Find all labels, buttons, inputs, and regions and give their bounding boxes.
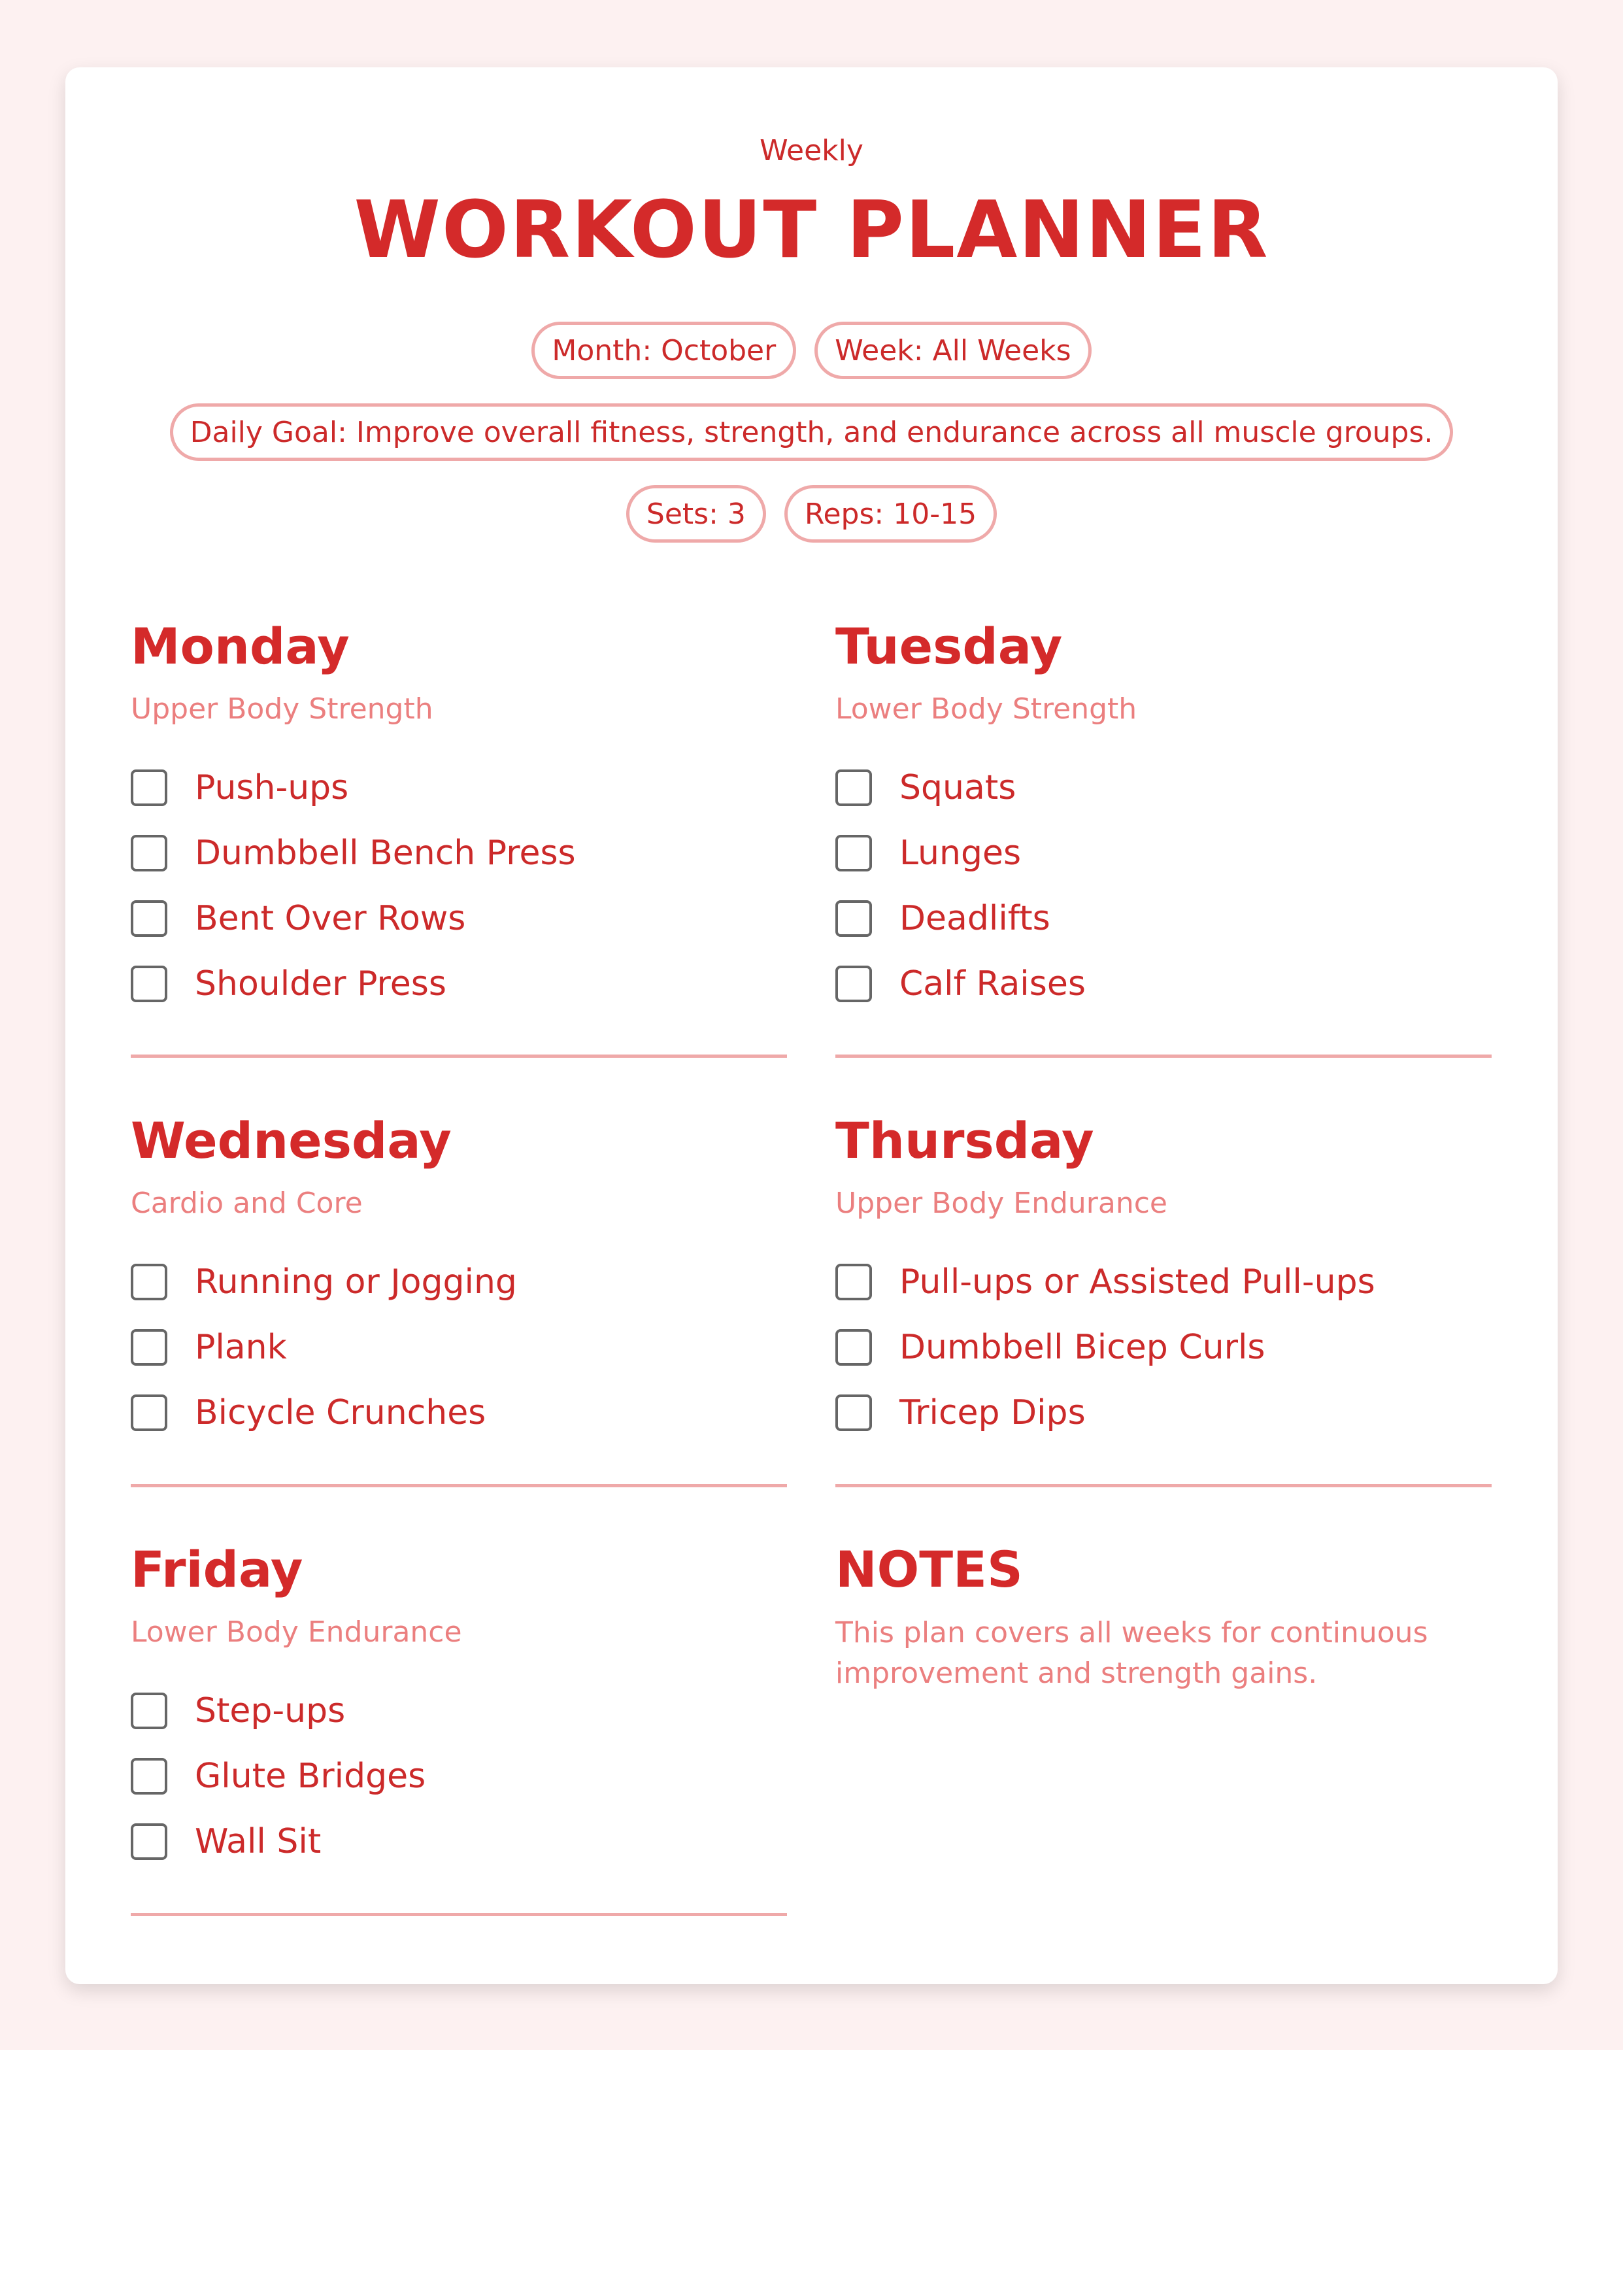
exercise-item (835, 886, 1492, 951)
exercise-label: Bicycle Crunches (195, 1393, 486, 1432)
month-pill: Month: October (531, 322, 796, 379)
exercise-list (131, 755, 787, 1017)
exercise-checkbox[interactable] (835, 1329, 872, 1366)
section-divider (835, 1055, 1492, 1058)
exercise-item (131, 1380, 787, 1445)
exercise-checkbox[interactable] (835, 966, 872, 1002)
exercise-label: Squats (899, 768, 1016, 807)
exercise-label: Dumbbell Bench Press (195, 834, 576, 873)
day-section-friday (131, 1540, 787, 1874)
exercise-label: Step-ups (195, 1691, 346, 1730)
exercise-item (131, 951, 787, 1017)
section-divider (131, 1484, 787, 1487)
exercise-checkbox[interactable] (131, 835, 167, 871)
notes-section (835, 1540, 1492, 1694)
exercise-checkbox[interactable] (835, 835, 872, 871)
day-focus: Upper Body Endurance (835, 1187, 1167, 1220)
exercise-item (131, 886, 787, 951)
exercise-checkbox[interactable] (131, 1693, 167, 1729)
pill-row-goal (65, 403, 1558, 461)
exercise-label: Lunges (899, 834, 1022, 873)
exercise-label: Calf Raises (899, 964, 1086, 1004)
planner-subtitle: Weekly (760, 134, 863, 167)
reps-pill: Reps: 10-15 (784, 485, 997, 543)
exercise-item (835, 755, 1492, 820)
day-section-tuesday (835, 617, 1492, 1017)
exercise-item (131, 755, 787, 820)
exercise-item (131, 1678, 787, 1744)
day-focus: Upper Body Strength (131, 692, 433, 726)
exercise-list (131, 1678, 787, 1874)
exercise-item (131, 820, 787, 886)
exercise-item (131, 1315, 787, 1380)
exercise-label: Wall Sit (195, 1822, 322, 1861)
exercise-label: Shoulder Press (195, 964, 446, 1004)
exercise-checkbox[interactable] (131, 966, 167, 1002)
day-title: Friday (131, 1540, 303, 1598)
sets-pill: Sets: 3 (626, 485, 766, 543)
week-pill: Week: All Weeks (814, 322, 1091, 379)
exercise-label: Dumbbell Bicep Curls (899, 1328, 1265, 1367)
exercise-checkbox[interactable] (835, 1394, 872, 1431)
exercise-checkbox[interactable] (131, 1264, 167, 1300)
exercise-item (131, 1249, 787, 1315)
notes-text: This plan covers all weeks for continuous improvement and strength gains. (835, 1616, 1428, 1690)
exercise-label: Bent Over Rows (195, 899, 466, 938)
exercise-item (835, 1380, 1492, 1445)
exercise-item (131, 1744, 787, 1809)
exercise-checkbox[interactable] (131, 1394, 167, 1431)
exercise-label: Running or Jogging (195, 1262, 517, 1302)
day-focus: Lower Body Endurance (131, 1615, 462, 1649)
exercise-label: Glute Bridges (195, 1757, 426, 1796)
exercise-checkbox[interactable] (131, 1758, 167, 1795)
day-title: Thursday (835, 1111, 1094, 1170)
exercise-checkbox[interactable] (131, 1823, 167, 1860)
daily-goal-pill: Daily Goal: Improve overall fitness, strength, and endurance across all muscle groups. (170, 403, 1454, 461)
exercise-checkbox[interactable] (835, 769, 872, 806)
planner-title: WORKOUT PLANNER (354, 185, 1269, 276)
exercise-list (835, 755, 1492, 1017)
exercise-label: Pull-ups or Assisted Pull-ups (899, 1262, 1375, 1302)
day-focus: Lower Body Strength (835, 692, 1137, 726)
day-section-monday (131, 617, 787, 1017)
exercise-label: Plank (195, 1328, 287, 1367)
exercise-checkbox[interactable] (835, 900, 872, 937)
exercise-item (835, 951, 1492, 1017)
planner-card (65, 67, 1558, 1984)
section-divider (131, 1055, 787, 1058)
exercise-label: Tricep Dips (899, 1393, 1086, 1432)
pill-row-volume (65, 485, 1558, 543)
day-title: Monday (131, 617, 350, 675)
pill-row-period (65, 322, 1558, 379)
notes-title: NOTES (835, 1540, 1023, 1598)
exercise-item (131, 1809, 787, 1874)
section-divider (131, 1913, 787, 1916)
exercise-checkbox[interactable] (131, 769, 167, 806)
exercise-label: Push-ups (195, 768, 349, 807)
exercise-item (835, 1249, 1492, 1315)
day-focus: Cardio and Core (131, 1187, 363, 1220)
day-title: Tuesday (835, 617, 1063, 675)
exercise-checkbox[interactable] (131, 1329, 167, 1366)
exercise-list (131, 1249, 787, 1445)
exercise-item (835, 1315, 1492, 1380)
exercise-list (835, 1249, 1492, 1445)
section-divider (835, 1484, 1492, 1487)
day-section-thursday (835, 1111, 1492, 1445)
exercise-label: Deadlifts (899, 899, 1050, 938)
exercise-item (835, 820, 1492, 886)
exercise-checkbox[interactable] (131, 900, 167, 937)
day-section-wednesday (131, 1111, 787, 1445)
day-title: Wednesday (131, 1111, 452, 1170)
exercise-checkbox[interactable] (835, 1264, 872, 1300)
